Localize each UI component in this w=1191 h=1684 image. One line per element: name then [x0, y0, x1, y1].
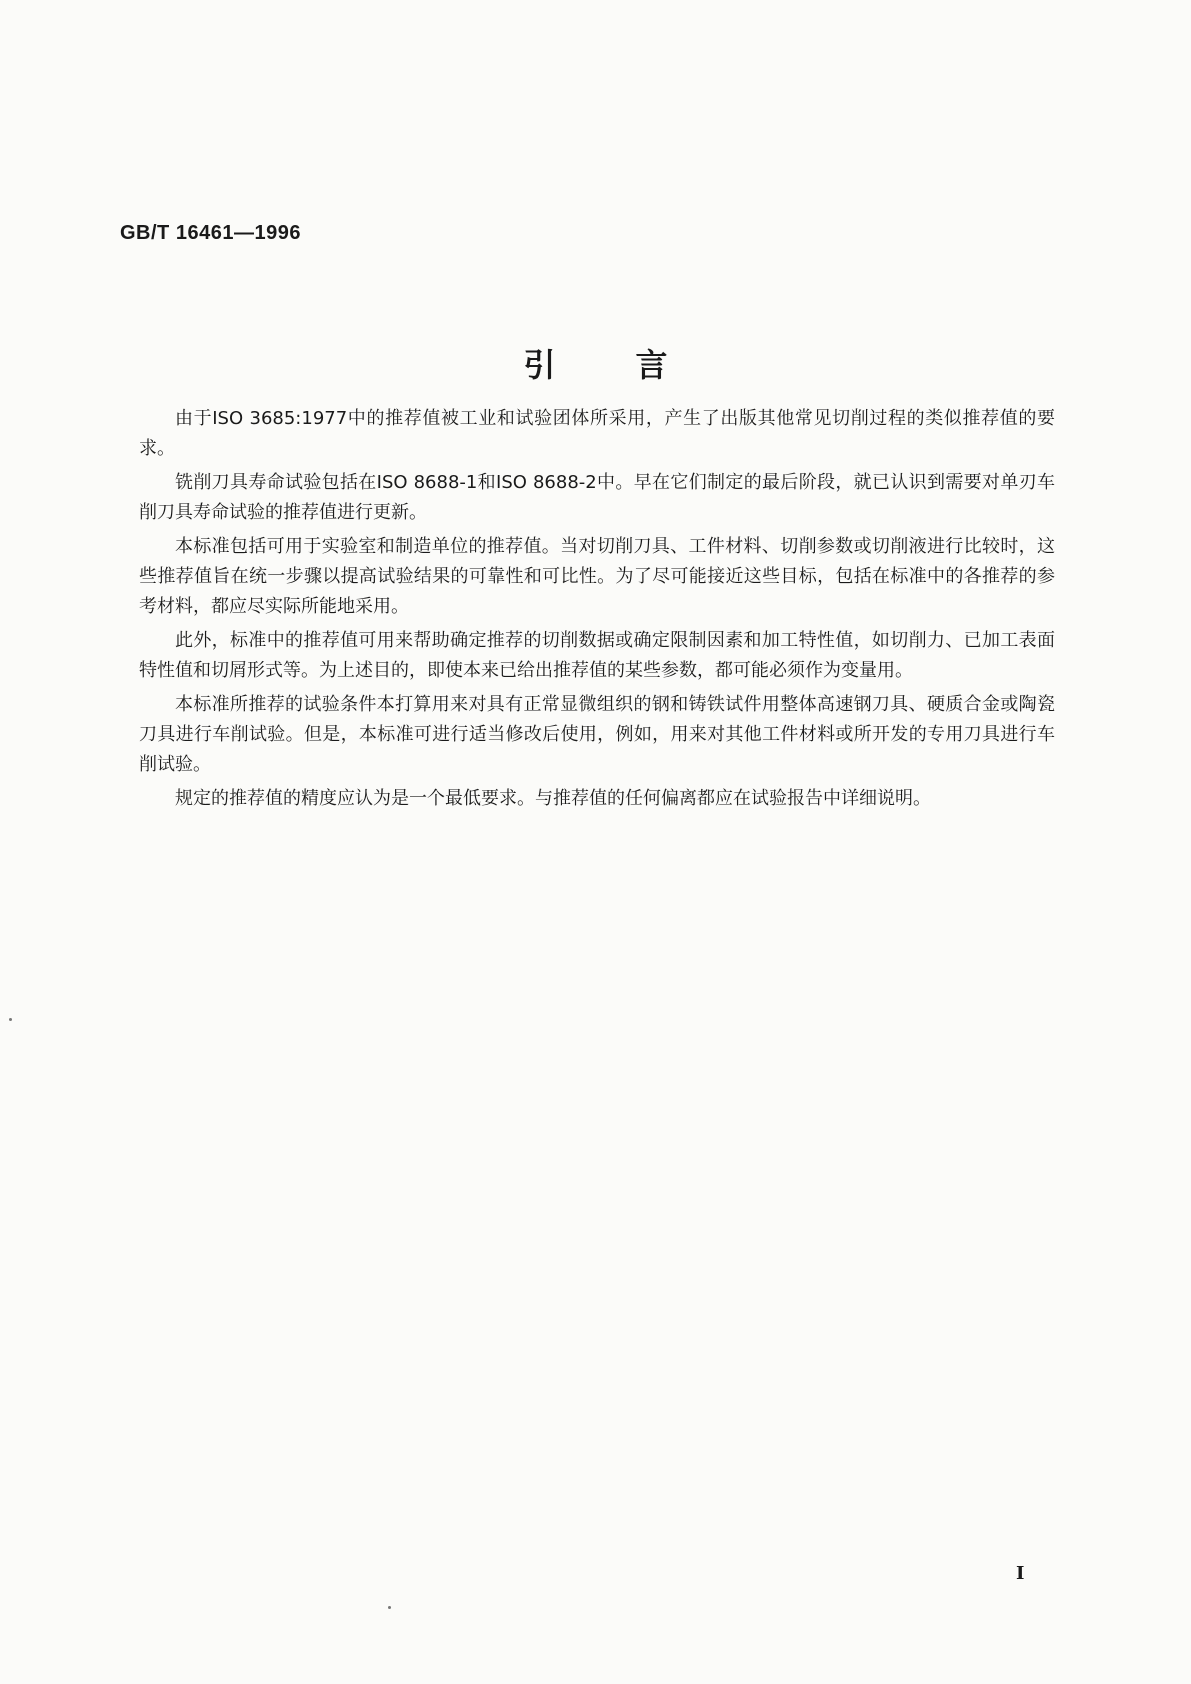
standard-code: GB/T 16461—1996	[120, 222, 301, 244]
paragraph: 本标准所推荐的试验条件本打算用来对具有正常显微组织的钢和铸铁试件用整体高速钢刀具、硬质合金或陶瓷刀具进行车削试验。但是，本标准可进行适当修改后使用，例如，用来对其他工件材料或所开发的专用刀具进行车削试验。	[139, 694, 1055, 775]
page-number: I	[1016, 1563, 1025, 1584]
paragraph: 由于ISO 3685:1977中的推荐值被工业和试验团体所采用，产生了出版其他常见切削过程的类似推荐值的要求。	[139, 408, 1055, 459]
paragraph: 铣削刀具寿命试验包括在ISO 8688-1和ISO 8688-2中。早在它们制定的最后阶段，就已认识到需要对单刃车削刀具寿命试验的推荐值进行更新。	[139, 472, 1055, 523]
paragraph: 规定的推荐值的精度应认为是一个最低要求。与推荐值的任何偏离都应在试验报告中详细说明。	[175, 788, 931, 809]
page-title: 引言	[523, 346, 748, 384]
preface-body	[139, 404, 1055, 818]
scan-speck	[388, 1606, 391, 1609]
scan-speck	[9, 1018, 12, 1021]
paragraph: 本标准包括可用于实验室和制造单位的推荐值。当对切削刀具、工件材料、切削参数或切削液进行比较时，这些推荐值旨在统一步骤以提高试验结果的可靠性和可比性。为了尽可能接近这些目标，包括在标准中的各推荐的参考材料，都应尽实际所能地采用。	[139, 536, 1055, 617]
paragraph: 此外，标准中的推荐值可用来帮助确定推荐的切削数据或确定限制因素和加工特性值，如切削力、已加工表面特性值和切屑形式等。为上述目的，即使本来已给出推荐值的某些参数，都可能必须作为变量用。	[139, 630, 1055, 681]
